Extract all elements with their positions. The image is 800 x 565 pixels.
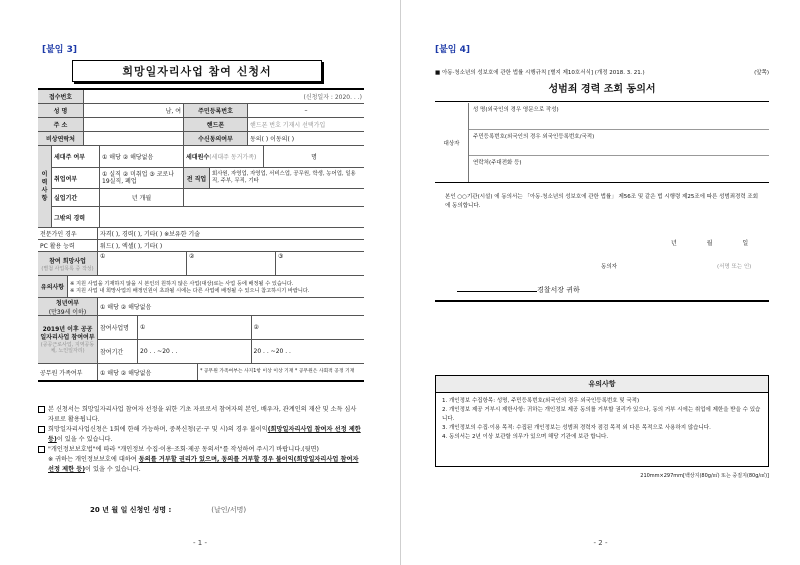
unemploy-period-value[interactable]: 년 개월 bbox=[100, 189, 184, 206]
chief-text: 경찰서장 귀하 bbox=[537, 286, 580, 294]
household-count bbox=[184, 146, 264, 167]
household-label: 세대주 여부 bbox=[52, 146, 100, 167]
prior-label: 2019년 이후 공공일자리사업 참여여부 bbox=[40, 325, 95, 341]
hope-label: 참여 희망사업 bbox=[49, 257, 86, 265]
sign-text: 20 년 월 일 신청인 성명 : bbox=[90, 506, 172, 514]
notice-line-2: ※ 지원 사업 내 희망사업의 배정인원이 초과될 시에는 다른 사업에 배정될 수 있으니 참고하시기 바랍니다. bbox=[70, 287, 310, 294]
form-title: 희망일자리사업 참여 신청서 bbox=[72, 60, 322, 82]
emergency-label: 비상연락처 bbox=[38, 132, 84, 145]
paper-size: 210mm×297mm[백상지(80g/㎡) 또는 중질지(80g/㎡)] bbox=[640, 473, 769, 479]
prior-hint: (공공근로사업, 지역공동체, 노인일자리) bbox=[40, 341, 95, 354]
consent-date[interactable]: 년 월 일 bbox=[671, 240, 763, 247]
notice-item-2: 2. 개인정보 제공 거부시 제한사항: 귀하는 개인정보 제공 동의를 거부할 권리가 있으나, 동의 거부 시에는 취업에 제한을 받을 수 있습니다. bbox=[442, 407, 761, 422]
youth-hint: (만39세 이하) bbox=[48, 308, 87, 315]
family-note: * 공무원 가족여부는 사지1항 이상 이상 기재 * 공무원은 사회적 공정 기재 bbox=[200, 369, 355, 374]
receive-label: 수신동의여부 bbox=[184, 132, 248, 145]
application-form bbox=[38, 88, 364, 382]
subject-label: 대상자 bbox=[435, 103, 469, 182]
receipt-date: (신청일자 : 2020. . .) bbox=[303, 94, 362, 101]
id-value[interactable]: – bbox=[304, 107, 308, 114]
agree-line bbox=[601, 262, 751, 270]
notice-item-1: 1. 개인정보 수집항목: 성명, 주민등록번호(외국인의 경우 외국인등록번호 및 국적) bbox=[442, 398, 640, 404]
history-label: 이력사항 bbox=[38, 146, 52, 227]
other-career-label: 그밖의 경력 bbox=[52, 207, 100, 227]
youth-label: 청년여부 bbox=[55, 299, 80, 307]
family-label: 공무원 가족여부 bbox=[38, 364, 98, 380]
address-label: 주 소 bbox=[38, 118, 84, 131]
notice-item-3: 3. 개인정보의 수집·이용 목적: 수집된 개인정보는 성범죄 경력자 점검 목적 외 다른 목적으로 사용하지 않습니다. bbox=[442, 425, 711, 431]
unemploy-period-label: 실업기간 bbox=[52, 189, 100, 206]
declare-2b: (희망일자리사업 참여자 선정 제한 등) bbox=[48, 426, 361, 443]
hope-cell bbox=[38, 252, 98, 275]
employment-label: 취업여부 bbox=[52, 168, 100, 189]
declare-4b: 동의를 거부할 권리가 있으며, 동의를 거부할 경우 불이익(희망일자리사업 참여자 선정 제한 등) bbox=[48, 456, 359, 473]
cert-options[interactable]: 자격( ), 경력( ), 기타( ) ※보유한 기술 bbox=[100, 231, 200, 238]
prior-period-1[interactable]: 20 . . ~20 . . bbox=[138, 340, 252, 363]
hope-choice-1[interactable]: ① bbox=[98, 252, 187, 275]
police-blank[interactable] bbox=[457, 291, 537, 292]
declare-1: 본 신청서는 희망일자리사업 참여자 선정을 위한 기초 자료로서 참여자의 본인, 배우자, 관계인의 재산 및 소득 심사 자료로 활용됩니다. bbox=[48, 406, 357, 423]
id-label: 주민등록번호 bbox=[184, 104, 248, 117]
subject-table bbox=[435, 103, 769, 183]
consent-title: 성범죄 경력 조회 동의서 bbox=[435, 80, 769, 102]
declare-4a: ※ 귀하는 개인정보보호에 대하여 bbox=[48, 456, 137, 463]
consent-body: 본인 ○○기관(시설) 에 동의서는 「아동·청소년의 성보호에 관한 법률」 제56조 및 같은 법 시행령 제25조에 따른 성범죄경력 조회에 동의합니다. bbox=[445, 194, 759, 209]
divider bbox=[435, 300, 769, 302]
prior-period-2[interactable]: 20 . . ~20 . . bbox=[253, 348, 291, 355]
prior-project-1[interactable]: ① bbox=[138, 316, 252, 339]
agree-hint[interactable]: (서명 또는 인) bbox=[716, 264, 752, 270]
employment-options[interactable]: ① 실직 ② 미취업 ③ 코로나19실직, 폐업 bbox=[100, 168, 184, 189]
youth-options[interactable]: ① 해당 ② 해당없음 bbox=[100, 304, 152, 311]
police-chief-line bbox=[457, 285, 580, 295]
notice-box bbox=[435, 375, 769, 467]
sign-hint[interactable]: (날인/서명) bbox=[211, 506, 247, 514]
household-count-hint: (세대주 동거가족) bbox=[209, 153, 257, 161]
prior-cell bbox=[38, 316, 98, 363]
hope-hint: (별첨 사업목록 중 작성) bbox=[41, 265, 94, 272]
name-label: 성 명 bbox=[38, 104, 84, 117]
prior-period-label: 참여기간 bbox=[98, 340, 138, 363]
checkbox-1[interactable] bbox=[38, 406, 45, 413]
prior-project-label: 참여사업명 bbox=[98, 316, 138, 339]
attachment-label: [붙임 3] bbox=[42, 45, 78, 55]
pc-options[interactable]: 워드( ), 엑셀( ), 기타( ) bbox=[100, 243, 163, 250]
subject-name-field[interactable]: 성 명(외국인의 경우 영문으로 작성) bbox=[469, 103, 769, 130]
law-side: (앞쪽) bbox=[754, 70, 769, 76]
receipt-label: 접수번호 bbox=[38, 90, 84, 103]
page-2 bbox=[400, 0, 800, 565]
household-count-label: 세대원수 bbox=[186, 153, 210, 161]
household-count-unit[interactable]: 명 bbox=[311, 153, 317, 161]
hope-choice-3[interactable]: ③ bbox=[278, 253, 284, 260]
checkbox-2[interactable] bbox=[38, 426, 45, 433]
hope-choice-2[interactable]: ② bbox=[187, 252, 276, 275]
cert-label: 전문가인 경우 bbox=[38, 228, 98, 239]
pc-label: PC 활용 능력 bbox=[38, 240, 98, 251]
subject-id-field[interactable]: 주민등록번호(외국인의 경우 외국인등록번호/국적) bbox=[469, 130, 769, 157]
receive-options[interactable]: 동의( ) 이동의( ) bbox=[250, 136, 295, 143]
youth-cell bbox=[38, 298, 98, 315]
checkbox-3[interactable] bbox=[38, 446, 45, 453]
address-field[interactable] bbox=[84, 118, 184, 131]
mobile-label: 핸드폰 bbox=[184, 118, 248, 131]
family-options[interactable]: ① 해당 ② 해당없음 bbox=[98, 364, 198, 380]
agree-label: 동의자 bbox=[601, 264, 617, 270]
notice-title: 유의사항 bbox=[436, 376, 768, 393]
notice-line-1: ※ 지원 사업을 기재하지 않을 시 본인의 원하지 않은 사업(대상)로는 사업 등에 배정될 수 있습니다. bbox=[70, 280, 294, 287]
prev-job-options[interactable]: 회사원, 자영업, 자영업, 서비스업, 공무원, 학생, 농어업, 일용직, 주부, 무직, 기타 bbox=[212, 171, 356, 185]
mobile-hint[interactable]: 핸드폰 번호 기재시 선택가입 bbox=[250, 122, 326, 129]
gender-options[interactable]: 남, 여 bbox=[84, 104, 184, 117]
declarations bbox=[38, 405, 364, 475]
law-reference bbox=[435, 68, 769, 76]
declare-2c: 이 있을 수 있습니다. bbox=[56, 436, 113, 443]
page-number-2: - 2 - bbox=[593, 539, 608, 547]
prior-project-2[interactable]: ② bbox=[253, 324, 259, 331]
emergency-field[interactable] bbox=[84, 132, 184, 145]
declare-4c: 이 있을 수 있습니다. bbox=[85, 466, 141, 473]
notice-item-4: 4. 동의서는 2년 이상 보관할 의무가 있으며 해당 기관에 보관 합니다. bbox=[442, 434, 609, 440]
prev-job-label: 전 직업 bbox=[184, 168, 210, 189]
page-number-1: - 1 - bbox=[193, 539, 207, 547]
attachment-label-2: [붙임 4] bbox=[435, 45, 471, 55]
other-career-field[interactable] bbox=[100, 207, 364, 227]
declare-2a: 희망일자리사업신청은 1회에 한해 가능하며, 중복신청(군·구 및 시)의 경우 불이익 bbox=[48, 426, 268, 433]
law-ref: ■ 아동·청소년의 성보호에 관한 법률 시행규칙 [별지 제10호서식] (개정 2018. 3. 21.) bbox=[435, 70, 645, 76]
declare-3: "개인정보보호법"에 따라 "개인정보 수집·이용·조회·제공 동의서"를 작성하여 주시기 바랍니다.(뒷면) bbox=[48, 446, 319, 453]
household-options[interactable]: ① 해당 ② 해당없음 bbox=[100, 146, 184, 167]
subject-phone-field[interactable]: 연락처(주대전화 등) bbox=[473, 160, 522, 167]
notice-label: 유의사항 bbox=[38, 276, 68, 297]
signature-line bbox=[90, 505, 246, 515]
